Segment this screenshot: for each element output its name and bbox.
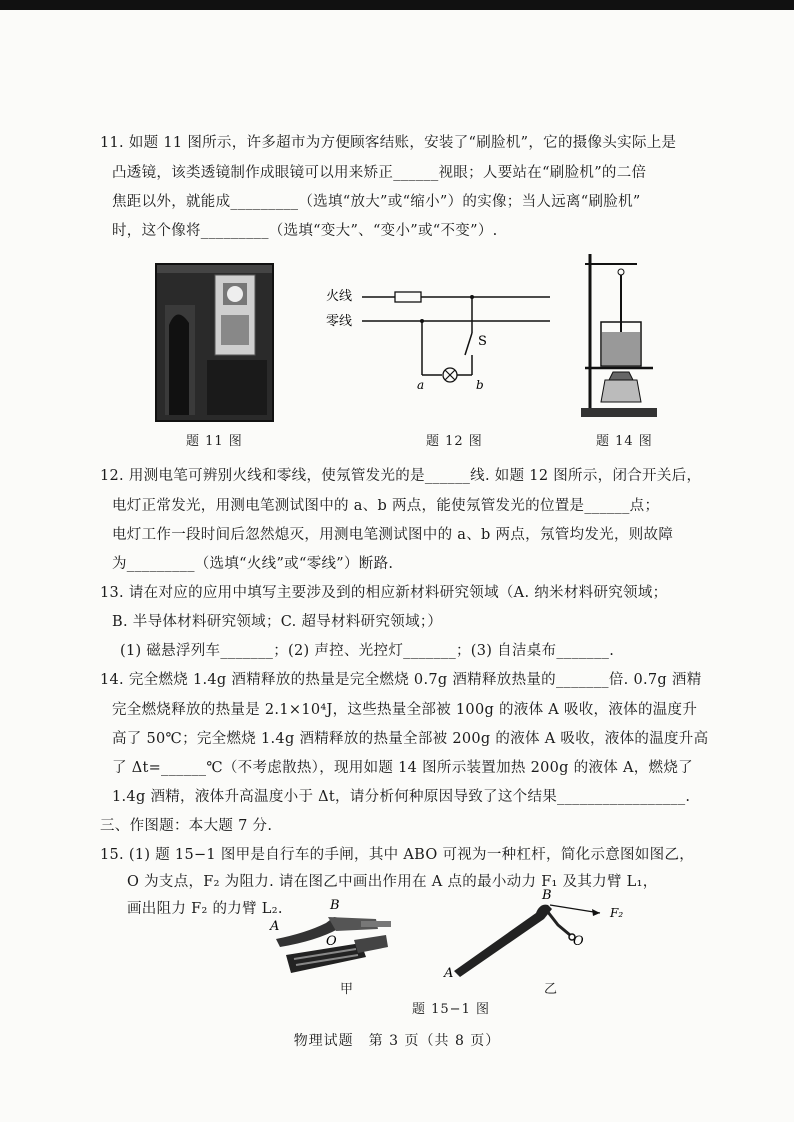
point-b-label: b bbox=[476, 378, 484, 392]
fuse-symbol bbox=[395, 292, 421, 302]
section-3-heading: 三、作图题：本大题 7 分. bbox=[100, 818, 273, 834]
scan-top-border bbox=[0, 0, 794, 10]
q14-line-3: 高了 50℃；完全燃烧 1.4g 酒精释放的热量全部被 200g 的液体 A 吸收，液体的温度升高 bbox=[112, 731, 709, 747]
q14-line-2: 完全燃烧释放的热量是 2.1×10⁴J，这些热量全部被 100g 的液体 A 吸收，液体的温度升 bbox=[112, 702, 698, 718]
fig14-heating-apparatus bbox=[575, 252, 665, 422]
fig12-live-label: 火线 bbox=[326, 289, 353, 304]
point-a-label: a bbox=[417, 378, 425, 392]
q11-line-4: 时，这个像将_________（选填“变大”、“变小”或“不变”）. bbox=[112, 223, 498, 239]
q11-line-3: 焦距以外，就能成_________（选填“放大”或“缩小”）的实像；当人远离“刷脸机” bbox=[112, 194, 641, 210]
q14-line-4: 了 Δt=______℃（不考虑散热），现用如题 14 图所示装置加热 200g 的液体 A，燃烧了 bbox=[112, 760, 693, 776]
fig15b-point-o: O bbox=[573, 934, 584, 949]
fig14-caption: 题 14 图 bbox=[596, 434, 653, 449]
fig15a-point-a: A bbox=[270, 919, 280, 934]
fig15a-point-b: B bbox=[330, 898, 340, 913]
fig15-caption: 题 15−1 图 bbox=[412, 1002, 490, 1017]
switch-symbol bbox=[465, 333, 472, 355]
alcohol-lamp bbox=[601, 380, 641, 402]
fig12-caption: 题 12 图 bbox=[426, 434, 483, 449]
fig11-caption: 题 11 图 bbox=[186, 434, 243, 449]
fig12-neutral-label: 零线 bbox=[326, 314, 353, 329]
fig12-circuit-diagram bbox=[322, 283, 552, 393]
q12-line-4: 为_________（选填“火线”或“零线”）断路. bbox=[112, 556, 394, 572]
q15-line-3: 画出阻力 F₂ 的力臂 L₂. bbox=[127, 901, 283, 917]
q11-line-2: 凸透镜，该类透镜制作成眼镜可以用来矫正______视眼；人要站在“刷脸机”的二倍 bbox=[112, 165, 647, 181]
fig15b-force-f2: F₂ bbox=[610, 906, 624, 920]
q13-line-3: (1) 磁悬浮列车_______；(2) 声控、光控灯_______；(3) 自洁桌布_______. bbox=[120, 643, 615, 659]
q12-line-1: 12. 用测电笔可辨别火线和零线，使氖管发光的是______线. 如题 12 图所示，闭合开关后， bbox=[100, 468, 702, 484]
fig11-face-scanner-photo bbox=[155, 263, 274, 422]
q11-line-1: 11. 如题 11 图所示，许多超市为方便顾客结账，安装了“刷脸机”，它的摄像头实际上是 bbox=[100, 135, 677, 151]
q12-line-3: 电灯工作一段时间后忽然熄灭，用测电笔测试图中的 a、b 两点，氖管均发光，则故障 bbox=[112, 527, 674, 543]
fig15b-point-a: A bbox=[444, 966, 454, 981]
fig15-lever-diagram bbox=[440, 885, 630, 985]
q14-line-5: 1.4g 酒精，液体升高温度小于 Δt，请分析何种原因导致了这个结果_________________. bbox=[112, 789, 691, 805]
q14-line-1: 14. 完全燃烧 1.4g 酒精释放的热量是完全燃烧 0.7g 酒精释放热量的_______倍. 0.7g 酒精 bbox=[100, 672, 702, 688]
fig15a-point-o: O bbox=[326, 934, 337, 949]
switch-label: S bbox=[478, 334, 487, 349]
q13-line-2: B. 半导体材料研究领域；C. 超导材料研究领域；） bbox=[112, 614, 443, 630]
q12-line-2: 电灯正常发光，用测电笔测试图中的 a、b 两点，能使氖管发光的位置是______点； bbox=[112, 498, 660, 514]
fig15b-point-b: B bbox=[542, 888, 552, 903]
burner-flame bbox=[609, 372, 633, 380]
fig15-label-yi: 乙 bbox=[544, 982, 559, 997]
page-footer: 物理试题 第 3 页（共 8 页） bbox=[293, 1033, 501, 1049]
fig15-label-jia: 甲 bbox=[340, 982, 355, 997]
q15-line-1: 15. (1) 题 15−1 图甲是自行车的手闸，其中 ABO 可视为一种杠杆，简化示意图如图乙， bbox=[100, 847, 695, 863]
q15-line-2: O 为支点，F₂ 为阻力. 请在图乙中画出作用在 A 点的最小动力 F₁ 及其力臂 L₁， bbox=[127, 874, 658, 890]
q13-line-1: 13. 请在对应的应用中填写主要涉及到的相应新材料研究领域（A. 纳米材料研究领域； bbox=[100, 585, 668, 601]
fig15-brake-lever-photo bbox=[266, 895, 396, 990]
